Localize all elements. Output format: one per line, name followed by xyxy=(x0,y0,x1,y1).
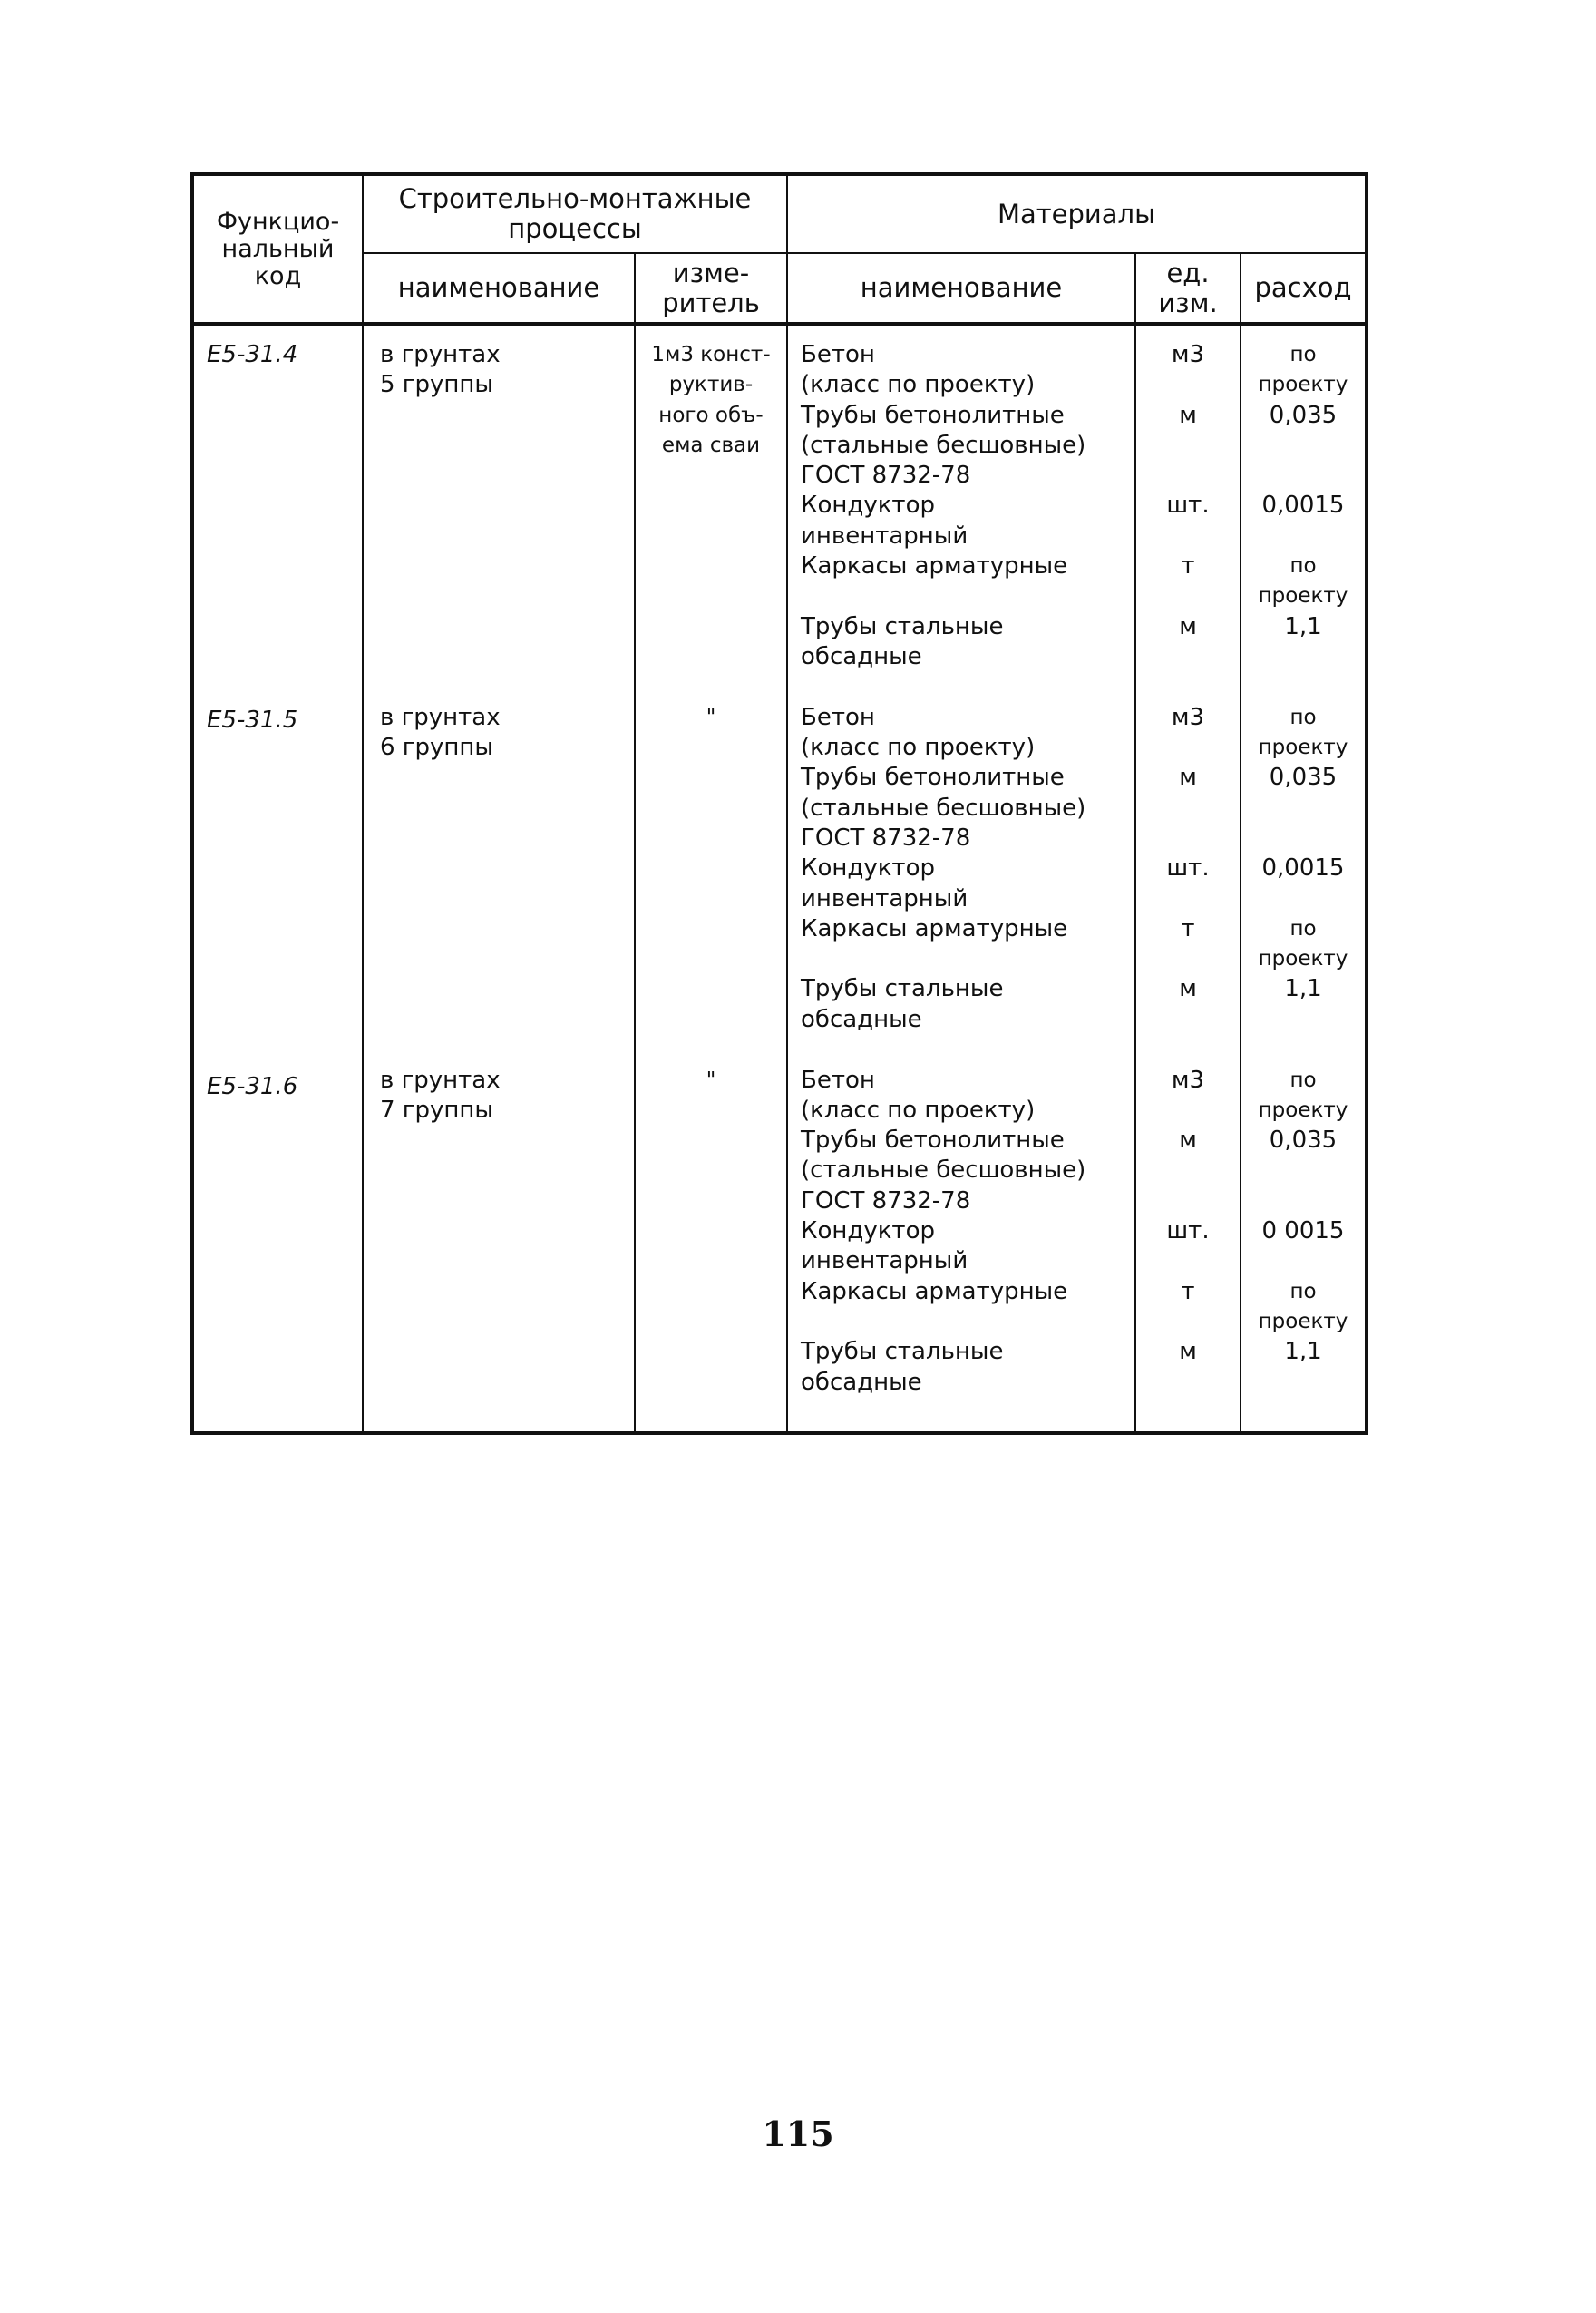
material-line: ГОСТ 8732-78 xyxy=(801,1186,971,1215)
material-line: обсадные xyxy=(801,1368,922,1396)
header-material-name: наименование xyxy=(787,253,1135,324)
material-qty: по xyxy=(1289,1068,1317,1092)
material-qty: по xyxy=(1289,916,1317,941)
material-qty: проекту xyxy=(1258,947,1348,971)
material-qty xyxy=(1241,884,1365,914)
material-unit xyxy=(1136,733,1240,763)
material-line: инвентарный xyxy=(801,884,968,913)
material-line: Каркасы арматурные xyxy=(801,1277,1068,1305)
material-qty: 0,035 xyxy=(1269,1127,1338,1155)
material-unit xyxy=(1136,1156,1240,1186)
material-qty: по xyxy=(1289,343,1317,366)
material-line: Кондуктор xyxy=(801,1217,935,1245)
material-line xyxy=(788,581,1134,611)
process-name: в грунтах 7 группы xyxy=(380,1067,501,1125)
material-name-column xyxy=(787,324,1135,1433)
material-unit xyxy=(1136,1005,1240,1035)
material-unit: м3 xyxy=(1171,703,1205,731)
material-qty: по xyxy=(1289,1279,1317,1303)
material-line xyxy=(788,944,1134,974)
material-unit: м xyxy=(1179,612,1197,640)
material-unit: м3 xyxy=(1171,1066,1205,1094)
material-unit: м xyxy=(1179,401,1197,429)
material-qty xyxy=(1241,1368,1365,1398)
material-qty: 0,0015 xyxy=(1261,854,1345,883)
material-qty: 0,035 xyxy=(1269,764,1338,792)
material-unit xyxy=(1136,794,1240,824)
material-line: Кондуктор xyxy=(801,492,935,520)
code-column xyxy=(192,324,363,1433)
material-line: Трубы стальные xyxy=(801,1338,1004,1366)
material-line: Трубы бетонолитные xyxy=(801,764,1065,792)
material-unit xyxy=(1136,1368,1240,1398)
material-qty: 0 0015 xyxy=(1261,1217,1345,1245)
material-unit xyxy=(1136,581,1240,611)
material-line: Кондуктор xyxy=(801,854,935,883)
process-measure: 1м3 конст- руктив- ного объ- ема сваи xyxy=(651,343,771,457)
header-material-qty: расход xyxy=(1241,253,1367,324)
material-line: (стальные бесшовные) xyxy=(801,794,1086,822)
material-line: (класс по проекту) xyxy=(801,371,1036,399)
material-unit xyxy=(1136,824,1240,854)
material-unit: т xyxy=(1181,1277,1195,1305)
material-unit xyxy=(1136,1096,1240,1126)
material-unit: шт. xyxy=(1166,492,1210,520)
material-line: обсадные xyxy=(801,642,922,670)
material-unit xyxy=(1136,461,1240,491)
header-code: Функцио- нальный код xyxy=(192,174,363,324)
material-unit: м xyxy=(1179,1338,1197,1366)
material-line: Бетон xyxy=(801,703,875,731)
material-line: Трубы бетонолитные xyxy=(801,401,1065,429)
header-material-unit: ед. изм. xyxy=(1135,253,1241,324)
material-unit xyxy=(1136,642,1240,672)
material-unit: м xyxy=(1179,1127,1197,1155)
material-line: Бетон xyxy=(801,1066,875,1094)
material-qty: 1,1 xyxy=(1284,1338,1322,1366)
material-unit xyxy=(1136,431,1240,461)
material-unit: м3 xyxy=(1171,341,1205,368)
material-qty-column xyxy=(1241,324,1367,1433)
material-line: (класс по проекту) xyxy=(801,734,1036,762)
material-qty xyxy=(1241,1156,1365,1186)
material-line: (стальные бесшовные) xyxy=(801,1156,1086,1185)
material-qty xyxy=(1241,1246,1365,1276)
material-qty: по xyxy=(1289,554,1317,579)
material-line: Трубы стальные xyxy=(801,612,1004,640)
header-process-measure: изме- ритель xyxy=(635,253,787,324)
material-unit xyxy=(1136,884,1240,914)
material-qty: проекту xyxy=(1258,373,1348,397)
material-line: Каркасы арматурные xyxy=(801,914,1068,942)
page-number: 115 xyxy=(762,2113,834,2154)
process-measure: " xyxy=(706,1069,716,1092)
material-line: ГОСТ 8732-78 xyxy=(801,462,971,490)
material-qty: 1,1 xyxy=(1284,612,1322,640)
material-qty: проекту xyxy=(1258,1098,1348,1122)
material-line: инвентарный xyxy=(801,1247,968,1275)
material-unit: т xyxy=(1181,914,1195,942)
material-line: инвентарный xyxy=(801,522,968,550)
material-qty xyxy=(1241,431,1365,461)
material-line xyxy=(788,1307,1134,1337)
material-qty: 0,0015 xyxy=(1261,492,1345,520)
material-unit xyxy=(1136,944,1240,974)
header-materials: Материалы xyxy=(787,174,1367,253)
material-line: Каркасы арматурные xyxy=(801,552,1068,581)
material-qty: по xyxy=(1289,705,1317,729)
material-unit xyxy=(1136,1307,1240,1337)
material-unit xyxy=(1136,522,1240,551)
materials-table xyxy=(190,172,1365,1435)
group-code: Е5-31.4 xyxy=(207,341,298,368)
material-qty xyxy=(1241,1005,1365,1035)
material-qty: проекту xyxy=(1258,736,1348,760)
material-unit-column xyxy=(1135,324,1241,1433)
process-column xyxy=(363,324,635,1433)
material-qty xyxy=(1241,461,1365,491)
material-unit xyxy=(1136,1246,1240,1276)
material-qty: 1,1 xyxy=(1284,975,1322,1003)
material-qty xyxy=(1241,642,1365,672)
material-unit: м xyxy=(1179,975,1197,1003)
material-unit: шт. xyxy=(1166,854,1210,883)
material-line: (стальные бесшовные) xyxy=(801,431,1086,459)
measure-column xyxy=(635,324,787,1433)
material-qty: 0,035 xyxy=(1269,401,1338,429)
material-line: Бетон xyxy=(801,341,875,368)
material-qty: проекту xyxy=(1258,1309,1348,1333)
material-line: Трубы бетонолитные xyxy=(801,1127,1065,1155)
material-qty xyxy=(1241,794,1365,824)
material-line: (класс по проекту) xyxy=(801,1096,1036,1124)
group-code: Е5-31.5 xyxy=(207,707,298,735)
material-unit xyxy=(1136,1186,1240,1216)
process-measure: " xyxy=(706,706,716,729)
process-name: в грунтах 5 группы xyxy=(380,341,501,399)
material-qty: проекту xyxy=(1258,584,1348,609)
process-name: в грунтах 6 группы xyxy=(380,704,501,762)
material-qty xyxy=(1241,522,1365,551)
material-unit: т xyxy=(1181,552,1195,581)
material-line: ГОСТ 8732-78 xyxy=(801,824,971,852)
material-unit xyxy=(1136,370,1240,400)
material-unit: м xyxy=(1179,764,1197,792)
material-line: обсадные xyxy=(801,1005,922,1033)
group-code: Е5-31.6 xyxy=(207,1072,298,1100)
material-qty xyxy=(1241,824,1365,854)
material-unit: шт. xyxy=(1166,1217,1210,1245)
material-qty xyxy=(1241,1186,1365,1216)
header-process-name: наименование xyxy=(363,253,635,324)
material-line: Трубы стальные xyxy=(801,975,1004,1003)
header-processes: Строительно-монтажные процессы xyxy=(363,174,787,253)
